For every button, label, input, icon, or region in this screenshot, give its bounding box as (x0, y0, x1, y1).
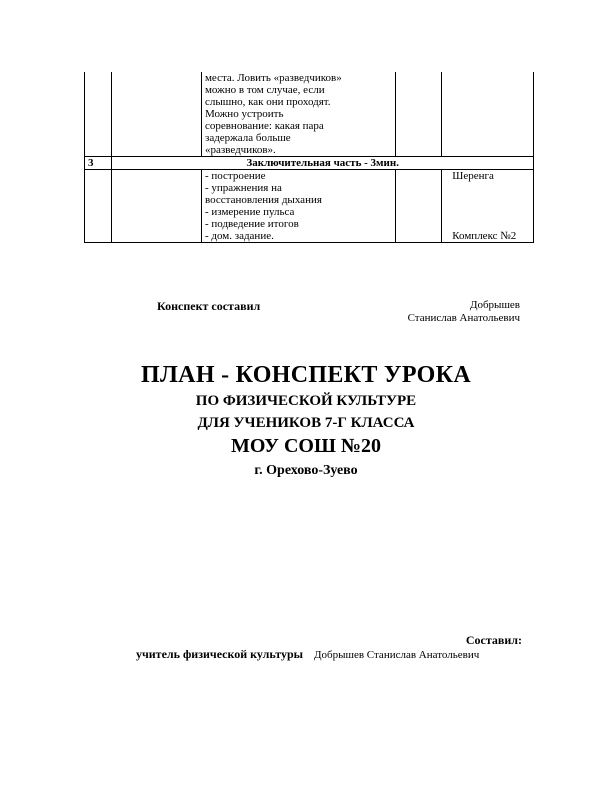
notes-cell (442, 170, 534, 243)
table-cell (395, 170, 441, 243)
table-cell (112, 72, 202, 157)
subject-line: ПО ФИЗИЧЕСКОЙ КУЛЬТУРЕ (195, 393, 417, 409)
homework-note: Комплекс №2 (452, 230, 517, 242)
document-title: ПЛАН - КОНСПЕКТ УРОКА (141, 362, 471, 388)
lesson-table (84, 72, 534, 243)
formation-note: Шеренга (452, 170, 494, 182)
city-line: г. Орехово-Зуево (254, 463, 358, 478)
final-part-items: - построение - упражнения на восстановления дыхания - измерение пульса - подведение итогов - дом. задание. (201, 170, 395, 243)
title-block (0, 360, 612, 484)
game-description-cell: места. Ловить «разведчиков» можно в том случае, если слышно, как они проходят. Можно устроить соревнование: какая пара задержала больше «разведчиков». (201, 72, 395, 157)
section-number: 3 (85, 157, 112, 170)
compiled-by-label: Конспект составил (157, 299, 261, 313)
class-line: ДЛЯ УЧЕНИКОВ 7-Г КЛАССА (197, 415, 415, 431)
table-cell (395, 72, 441, 157)
table-cell (442, 72, 534, 157)
table-cell (85, 170, 112, 243)
author-name: Добрышев Станислав Анатольевич (314, 649, 480, 661)
school-line: МОУ СОШ №20 (230, 435, 382, 457)
table-row (85, 170, 534, 243)
compiled-by-name: Добрышев Станислав Анатольевич (407, 299, 520, 324)
author-label: Составил: (465, 633, 522, 647)
table-row (85, 72, 534, 157)
table-cell (85, 72, 112, 157)
author-line (136, 647, 479, 662)
section-header-row (85, 157, 534, 170)
section-title: Заключительная часть - 3мин. (112, 157, 534, 170)
table-cell (112, 170, 202, 243)
author-role: учитель физической культуры (136, 647, 304, 661)
